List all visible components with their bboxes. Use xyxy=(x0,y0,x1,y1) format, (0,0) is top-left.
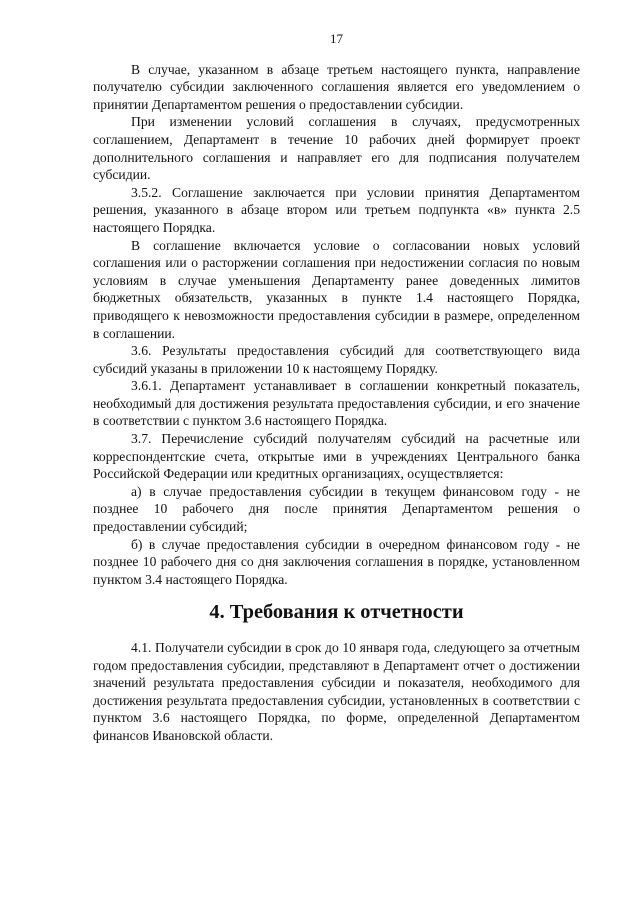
paragraph-3-7: 3.7. Перечисление субсидий получателям субсидий на расчетные или корреспондентские счета, открытые ими в учреждениях Центрального банка Российской Федерации или кредитных организациях, осуществляется: xyxy=(93,431,580,482)
paragraph-notification: В случае, указанном в абзаце третьем настоящего пункта, направление получателю субсидии заключенного соглашения является его уведомлением о принятии Департаментом решения о предоставлении субсидии. xyxy=(93,61,580,112)
paragraph-supplementary-agreement: При изменении условий соглашения в случаях, предусмотренных соглашением, Департамент в течение 10 рабочих дней формирует проект дополнительного соглашения и направляет его для подписания получателем субсидии. xyxy=(93,114,580,183)
paragraph-3-6-1: 3.6.1. Департамент устанавливает в соглашении конкретный показатель, необходимый для достижения результата предоставления субсидии, и его значение в соответствии с пунктом 3.6 настоящего Порядка. xyxy=(93,378,580,429)
paragraph-3-6: 3.6. Результаты предоставления субсидий для соответствующего вида субсидий указаны в приложении 10 к настоящему Порядку. xyxy=(93,343,580,376)
paragraph-agreement-conditions: В соглашение включается условие о согласовании новых условий соглашения или о расторжении соглашения при недостижении согласия по новым условиям в случае уменьшения Департаменту ранее доведенных лимитов бюджетных обязательств, указанных в пункте 1.4 настоящего Порядка, приводящего к невозможности предоставления субсидии в размере, определенном в соглашении. xyxy=(93,237,580,341)
page-number: 17 xyxy=(330,31,343,46)
paragraph-3-7-a: а) в случае предоставления субсидии в текущем финансовом году - не позднее 10 рабочего дня после принятия Департаментом решения о предоставлении субсидий; xyxy=(93,483,580,535)
paragraph-4-1: 4.1. Получатели субсидии в срок до 10 января года, следующего за отчетным годом предоставления субсидии, представляют в Департамент отчет о достижении значений результата предоставления субсидии и показателя, необходимого для достижения результата предоставления субсидии, установленных в соответствии с пунктом 3.6 настоящего Порядка, по форме, определенной Департаментом финансов Ивановской области. xyxy=(93,640,580,743)
section-heading: 4. Требования к отчетности xyxy=(209,601,464,624)
paragraph-3-5-2: 3.5.2. Соглашение заключается при условии принятия Департаментом решения, указанного в абзаце втором или третьем подпункта «в» пункта 2.5 настоящего Порядка. xyxy=(93,184,580,235)
paragraph-3-7-b: б) в случае предоставления субсидии в очередном финансовом году - не позднее 10 рабочего дня со дня заключения соглашения в порядке, установленном пунктом 3.4 настоящего Порядка. xyxy=(93,536,580,587)
